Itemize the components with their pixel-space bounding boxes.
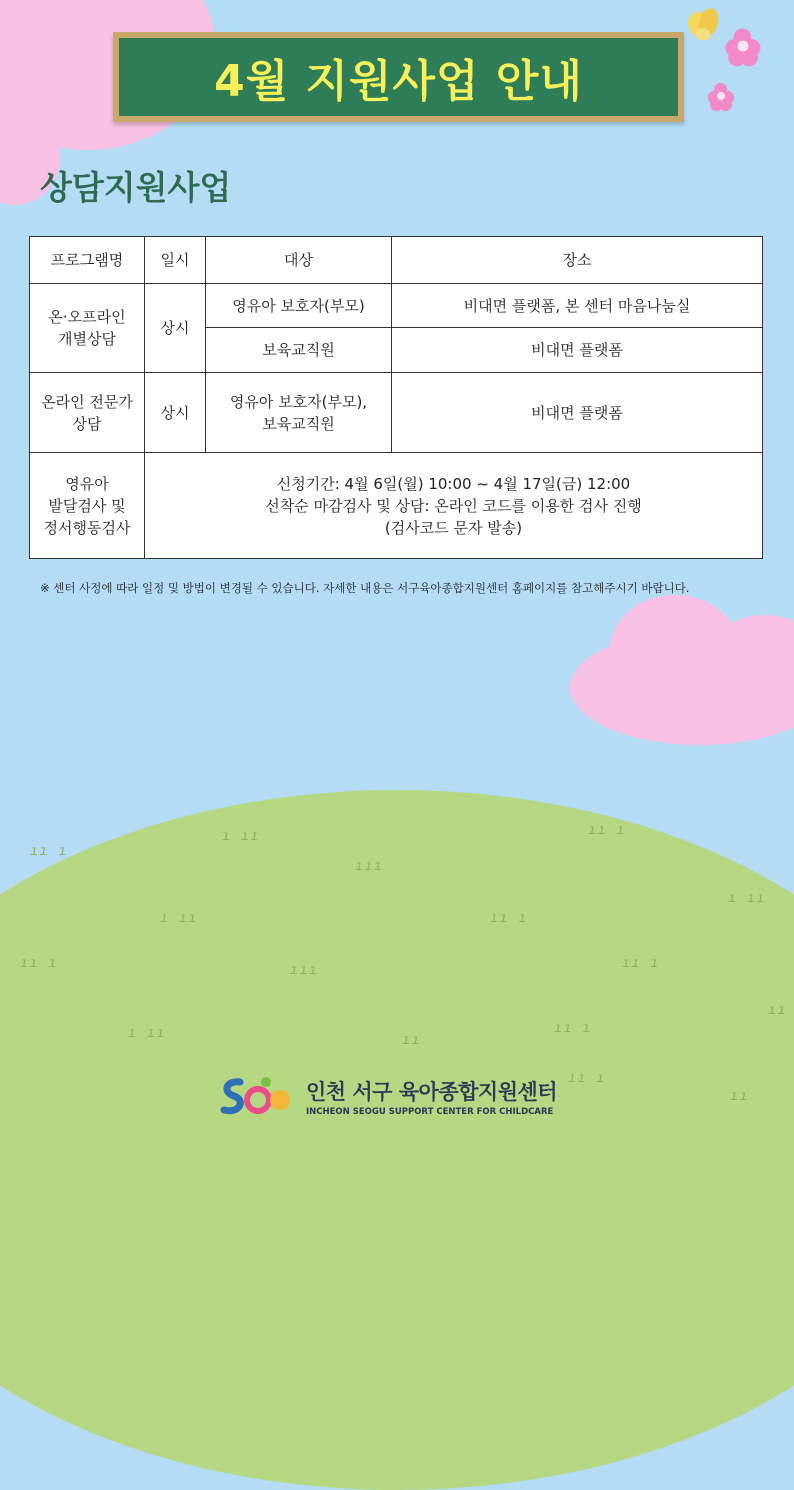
place-cell: 비대면 플랫폼 bbox=[392, 328, 763, 373]
schedule-cell: 상시 bbox=[145, 284, 206, 373]
grass-tuft-icon: ıı bbox=[728, 1088, 751, 1104]
program-cell: 영유아 발달검사 및 정서행동검사 bbox=[30, 453, 145, 559]
target-cell: 영유아 보호자(부모) bbox=[206, 284, 392, 328]
details-cell: 신청기간: 4월 6일(월) 10:00 ~ 4월 17일(금) 12:00 선착순 마감검사 및 상담: 온라인 코드를 이용한 검사 진행 (검사코드 문자 발송) bbox=[145, 453, 763, 559]
grass-tuft-icon: ııı bbox=[288, 962, 320, 978]
grass-tuft-icon: ı ıı bbox=[126, 1025, 168, 1041]
table-row bbox=[30, 373, 763, 453]
logo-name: 인천 서구 육아종합지원센터 bbox=[306, 1079, 558, 1104]
notice-text: ※ 센터 사정에 따라 일정 및 방법이 변경될 수 있습니다. 자세한 내용은 서구육아종합지원센터 홈페이지를 참고해주시기 바랍니다. bbox=[40, 581, 690, 595]
grass-tuft-icon: ııı bbox=[353, 858, 385, 874]
grass-tuft-icon: ıı ı bbox=[552, 1020, 594, 1036]
table-header-row bbox=[30, 237, 763, 284]
grass-tuft-icon: ı ıı bbox=[726, 890, 768, 906]
program-cell: 온·오프라인 개별상담 bbox=[30, 284, 145, 373]
grass-tuft-icon: ıı bbox=[766, 1002, 789, 1018]
title-banner bbox=[113, 32, 684, 122]
grass-tuft-icon: ı ıı bbox=[158, 910, 200, 926]
table-row bbox=[30, 284, 763, 328]
grass-tuft-icon: ıı ı bbox=[28, 843, 70, 859]
program-cell: 온라인 전문가 상담 bbox=[30, 373, 145, 453]
place-cell: 비대면 플랫폼 bbox=[392, 373, 763, 453]
column-header-target: 대상 bbox=[206, 237, 392, 284]
logo-subtitle: INCHEON SEOGU SUPPORT CENTER FOR CHILDCARE bbox=[306, 1106, 554, 1117]
program-table bbox=[29, 236, 763, 559]
table-row bbox=[30, 453, 763, 559]
column-header-place: 장소 bbox=[392, 237, 763, 284]
green-hill bbox=[0, 790, 794, 1490]
grass-tuft-icon: ıı bbox=[400, 1032, 423, 1048]
column-header-program: 프로그램명 bbox=[30, 237, 145, 284]
grass-tuft-icon: ıı ı bbox=[586, 822, 628, 838]
logo-mark-icon bbox=[218, 1074, 296, 1118]
place-cell: 비대면 플랫폼, 본 센터 마음나눔실 bbox=[392, 284, 763, 328]
target-cell: 보육교직원 bbox=[206, 328, 392, 373]
center-logo bbox=[218, 1074, 557, 1118]
flower-icon bbox=[725, 28, 760, 63]
grass-tuft-icon: ıı ı bbox=[566, 1070, 608, 1086]
page-title: 4월 지원사업 안내 bbox=[214, 56, 583, 107]
flower-icon bbox=[708, 83, 734, 109]
grass-tuft-icon: ı ıı bbox=[220, 828, 262, 844]
grass-tuft-icon: ıı ı bbox=[18, 955, 60, 971]
target-cell: 영유아 보호자(부모), 보육교직원 bbox=[206, 373, 392, 453]
column-header-schedule: 일시 bbox=[145, 237, 206, 284]
schedule-cell: 상시 bbox=[145, 373, 206, 453]
grass-tuft-icon: ıı ı bbox=[488, 910, 530, 926]
section-title: 상담지원사업 bbox=[40, 168, 232, 207]
grass-tuft-icon: ıı ı bbox=[620, 955, 662, 971]
